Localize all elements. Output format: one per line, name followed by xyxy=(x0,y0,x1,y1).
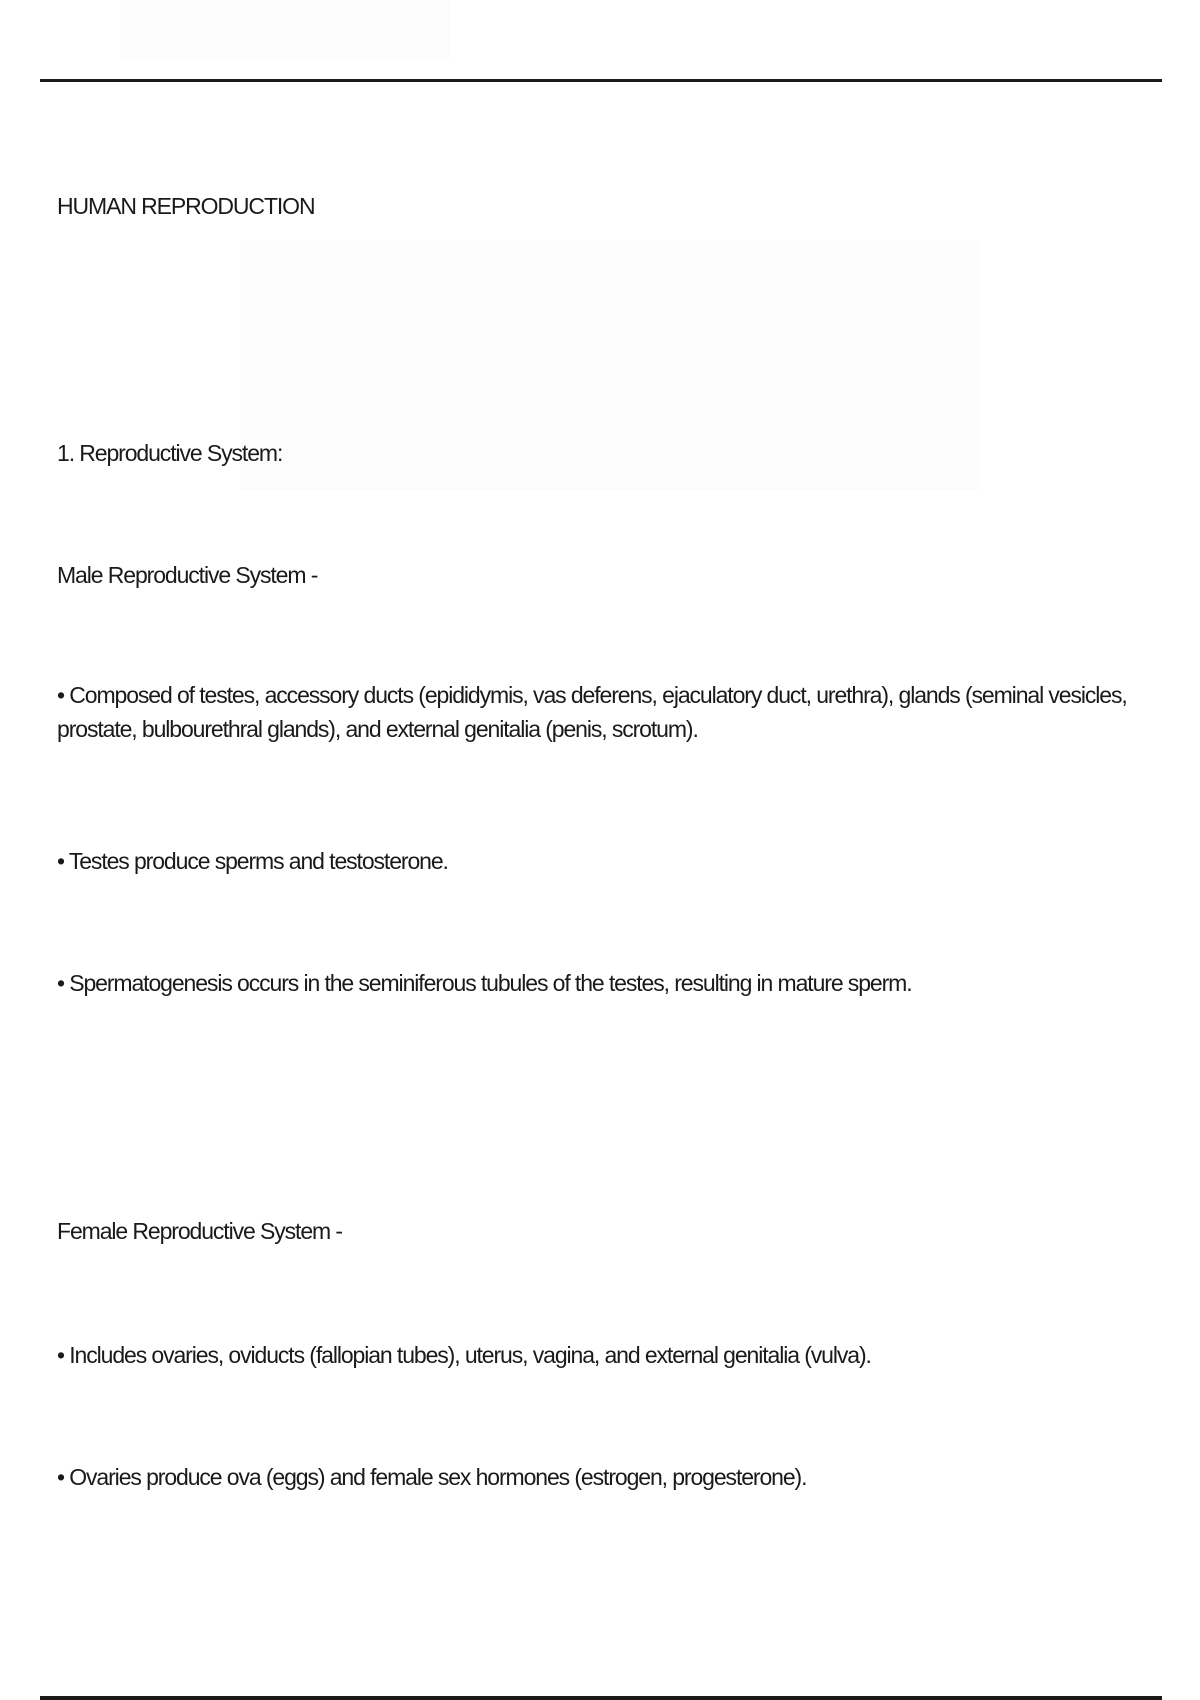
female-bullet-composition: • Includes ovaries, oviducts (fallopian tubes), uterus, vagina, and external genitalia (vulva). xyxy=(57,1342,871,1368)
section-heading: 1. Reproductive System: xyxy=(57,440,283,466)
faint-header-band xyxy=(120,0,450,60)
male-bullet-composition: • Composed of testes, accessory ducts (epididymis, vas deferens, ejaculatory duct, urethra), glands (seminal vesicles, prostate, bulbourethral glands), and external genitalia (penis, scrotum). xyxy=(57,682,1132,742)
female-system-heading: Female Reproductive System - xyxy=(57,1218,342,1244)
bottom-divider xyxy=(40,1696,1162,1700)
document-title: HUMAN REPRODUCTION xyxy=(57,193,315,219)
faint-image-band xyxy=(240,240,980,490)
top-divider xyxy=(40,79,1162,82)
female-bullet-ovaries: • Ovaries produce ova (eggs) and female sex hormones (estrogen, progesterone). xyxy=(57,1464,807,1490)
male-bullet-testes: • Testes produce sperms and testosterone. xyxy=(57,848,448,874)
male-bullet-spermatogenesis: • Spermatogenesis occurs in the seminiferous tubules of the testes, resulting in mature sperm. xyxy=(57,970,912,996)
male-system-heading: Male Reproductive System - xyxy=(57,562,318,588)
